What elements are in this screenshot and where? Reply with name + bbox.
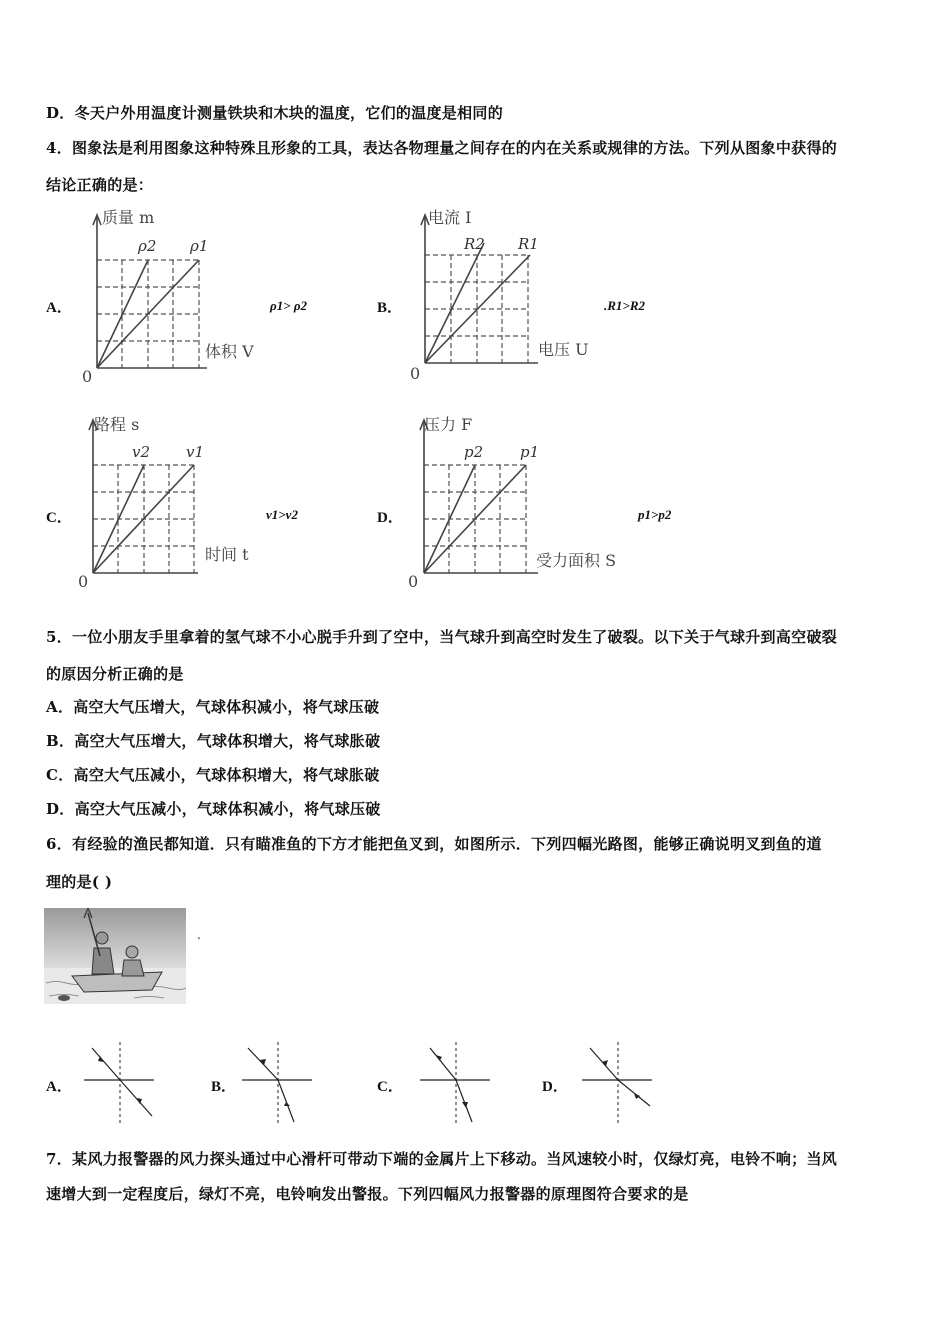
q5-option-c: C．高空大气压减小，气球体积增大，将气球胀破 [46,766,380,784]
q4-a-conclusion: ρ1> ρ2 [270,298,308,313]
q4-d-origin: 0 [408,572,419,590]
q4-c-line-label-1: v2 [132,443,151,461]
q4-d-line-label-1: p2 [464,443,484,461]
q5-option-a: A．高空大气压增大，气球体积减小，将气球压破 [46,698,380,716]
q4-c-conclusion: v1>v2 [266,507,298,522]
q4-graph-b [400,205,610,385]
q4-a-ylabel: 质量 m [102,208,155,227]
q4-b-ylabel: 电流 I [428,208,472,227]
q4-stem-line1: 4．图象法是利用图象这种特殊且形象的工具，表达各物理量之间存在的内在关系或规律的方法。下列从图象中获得的 [46,139,838,157]
q6-diagram-a [80,1040,160,1130]
q4-option-c-letter: C． [46,510,72,526]
q4-b-origin: 0 [410,364,421,383]
q4-b-line-label-1: R2 [464,235,485,253]
q5-stem-line1: 5．一位小朋友手里拿着的氢气球不小心脱手升到了空中，当气球升到高空时发生了破裂。以下关于气球升到高空破裂 [46,628,838,646]
q4-graph-c [70,410,280,590]
q6-option-c-letter: C． [377,1079,403,1095]
q4-a-origin: 0 [82,367,93,385]
q4-d-xlabel: 受力面积 S [536,551,617,570]
q6-diagram-c [416,1040,496,1130]
q6-diagram-b [238,1040,318,1130]
q4-b-line-label-2: R1 [518,235,539,253]
q4-a-line-label-1: ρ2 [138,237,157,255]
q4-graph-a [72,205,282,385]
q4-option-b-letter: B． [377,300,403,316]
q6-option-b-letter: B． [211,1079,237,1095]
prev-option-d: D．冬天户外用温度计测量铁块和木块的温度，它们的温度是相同的 [46,104,504,122]
q4-option-a-letter: A． [46,300,72,316]
q6-option-a-letter: A． [46,1079,72,1095]
q6-option-d-letter: D． [542,1079,568,1095]
q6-diagram-d [578,1040,658,1130]
q4-d-line-label-2: p1 [520,443,540,461]
q4-option-d-letter: D． [377,510,403,526]
q5-option-b: B．高空大气压增大，气球体积增大，将气球胀破 [46,732,381,750]
q4-c-line-label-2: v1 [186,443,205,461]
q4-b-conclusion: .R1>R2 [604,298,645,313]
q4-d-ylabel: 压力 F [424,415,473,434]
q6-stem-line1: 6．有经验的渔民都知道．只有瞄准鱼的下方才能把鱼叉到，如图所示．下列四幅光路图，能够正确说明叉到鱼的道 [46,835,822,853]
q5-stem-line2: 的原因分析正确的是 [46,665,184,683]
small-dot-mark: . [197,928,201,942]
q4-b-xlabel: 电压 U [538,340,589,359]
q4-c-ylabel: 路程 s [94,415,140,434]
q4-a-line-label-2: ρ1 [190,237,209,255]
q7-stem-line1: 7．某风力报警器的风力探头通过中心滑杆可带动下端的金属片上下移动。当风速较小时，仅绿灯亮，电铃不响；当风 [46,1150,838,1168]
q4-c-xlabel: 时间 t [205,545,249,564]
q7-stem-line2: 速增大到一定程度后，绿灯不亮，电铃响发出警报。下列四幅风力报警器的原理图符合要求的是 [46,1185,689,1203]
q4-d-conclusion: p1>p2 [638,507,672,522]
q6-stem-line2: 理的是( ) [46,873,113,891]
fisherman-illustration [44,908,194,1008]
q4-stem-line2: 结论正确的是： [46,176,154,194]
q4-c-origin: 0 [78,572,89,590]
q4-a-xlabel: 体积 V [205,342,254,361]
q5-option-d: D．高空大气压减小，气球体积减小，将气球压破 [46,800,381,818]
q4-graph-d [398,410,643,590]
